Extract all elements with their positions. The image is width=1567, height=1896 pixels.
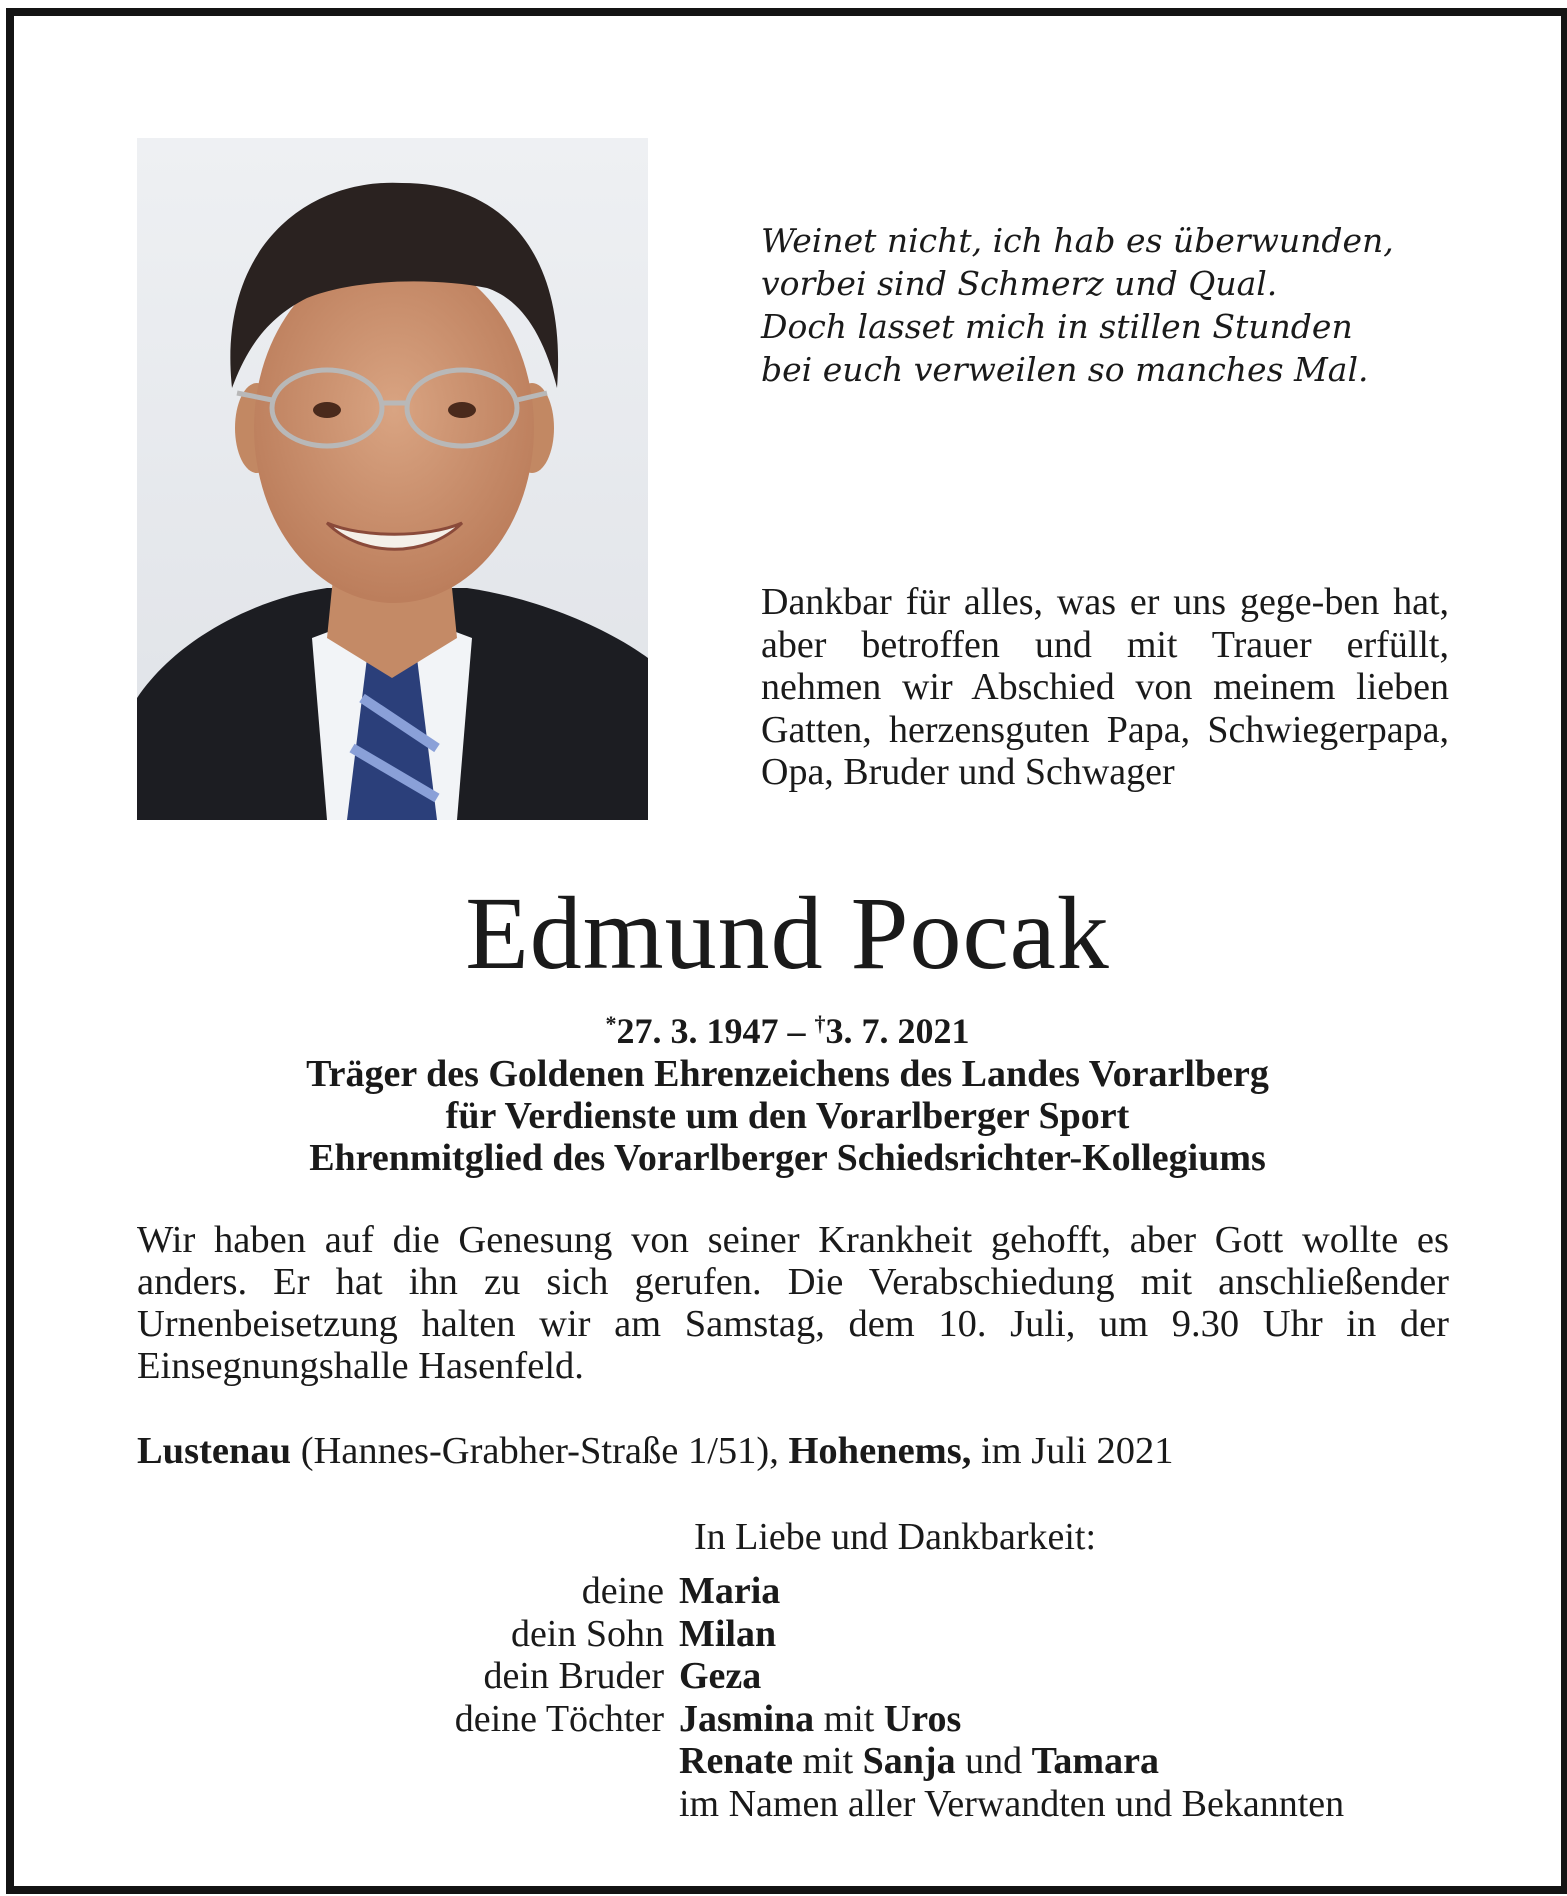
family-row — [14, 1613, 1561, 1656]
month-year: im Juli 2021 — [971, 1430, 1174, 1472]
portrait-photo — [137, 138, 648, 820]
name-joiner: mit — [792, 1740, 863, 1782]
relative-name: Geza — [679, 1655, 762, 1697]
relation-label: dein Bruder — [483, 1655, 664, 1697]
relation-label: deine Töchter — [454, 1697, 664, 1740]
poem-line: Weinet nicht, ich hab es überwunden, — [761, 221, 1394, 260]
date-separator: – — [778, 1011, 815, 1051]
place-and-date — [137, 1430, 1449, 1472]
death-date: 3. 7. 2021 — [825, 1011, 970, 1051]
relation-label — [14, 1740, 679, 1783]
obituary-card — [6, 8, 1567, 1894]
honor-line: für Verdienste um den Vorarlberger Sport — [445, 1095, 1130, 1137]
relative-names — [679, 1655, 1561, 1698]
final-line: im Namen aller Verwandten und Bekannten — [679, 1782, 1345, 1825]
relative-names — [679, 1570, 1561, 1613]
name-joiner: mit — [814, 1697, 884, 1740]
relative-name: Tamara — [1031, 1740, 1159, 1782]
birth-date: 27. 3. 1947 — [616, 1011, 779, 1051]
funeral-announcement: Wir haben auf die Genesung von seiner Krankheit gehofft, aber Gott wollte es anders. Er hat ihn zu sich gerufen. Die Verabschiedung mit anschließender Urnenbeisetzung halten wir am Samstag, dem 10. Juli, um 9.30 Uhr in der Einsegnungshalle Hasenfeld. — [137, 1219, 1449, 1387]
relative-name: Uros — [883, 1697, 962, 1740]
relative-name: Renate — [679, 1740, 793, 1782]
relative-name: Jasmina — [679, 1697, 815, 1740]
town-name: Lustenau — [137, 1430, 292, 1472]
family-row — [14, 1783, 1561, 1826]
memorial-poem — [761, 219, 1461, 391]
life-dates — [14, 1011, 1561, 1051]
closing-phrase: In Liebe und Dankbarkeit: — [694, 1516, 1097, 1558]
portrait-illustration — [137, 138, 648, 820]
family-row — [14, 1655, 1561, 1698]
family-list — [14, 1570, 1561, 1825]
poem-line: bei euch verweilen so manches Mal. — [761, 350, 1369, 389]
name-joiner: und — [955, 1740, 1032, 1782]
town-name: Hohenems, — [788, 1430, 972, 1472]
poem-line: Doch lasset mich in stillen Stunden — [761, 307, 1353, 346]
relation-label — [14, 1783, 679, 1826]
relation-label: dein Sohn — [510, 1612, 664, 1655]
birth-symbol: * — [605, 1011, 617, 1036]
intro-paragraph: Dankbar für alles, was er uns gege-ben hat, aber betroffen und mit Trauer erfüllt, nehmen wir Abschied von meinem lieben Gatten, herzensguten Papa, Schwiegerpapa, Opa, Bruder und Schwager — [761, 581, 1449, 793]
honor-line: Ehrenmitglied des Vorarlberger Schiedsrichter-Kollegiums — [309, 1137, 1266, 1179]
poem-line: vorbei sind Schmerz und Qual. — [761, 264, 1278, 303]
family-row — [14, 1740, 1561, 1783]
family-row — [14, 1570, 1561, 1613]
relative-name: Sanja — [862, 1740, 956, 1782]
honor-line: Träger des Goldenen Ehrenzeichens des Landes Vorarlberg — [306, 1053, 1269, 1095]
family-row — [14, 1698, 1561, 1741]
relative-names — [679, 1740, 1561, 1783]
address: (Hannes-Grabher-Straße 1/51), — [291, 1430, 789, 1472]
relative-name: Milan — [679, 1612, 777, 1655]
relative-names — [679, 1698, 1561, 1741]
honors-block — [14, 1053, 1561, 1179]
relative-names — [679, 1613, 1561, 1656]
relative-name: Maria — [679, 1570, 781, 1612]
death-symbol: † — [814, 1011, 826, 1036]
deceased-name: Edmund Pocak — [465, 876, 1110, 991]
relation-label: deine — [581, 1570, 664, 1612]
